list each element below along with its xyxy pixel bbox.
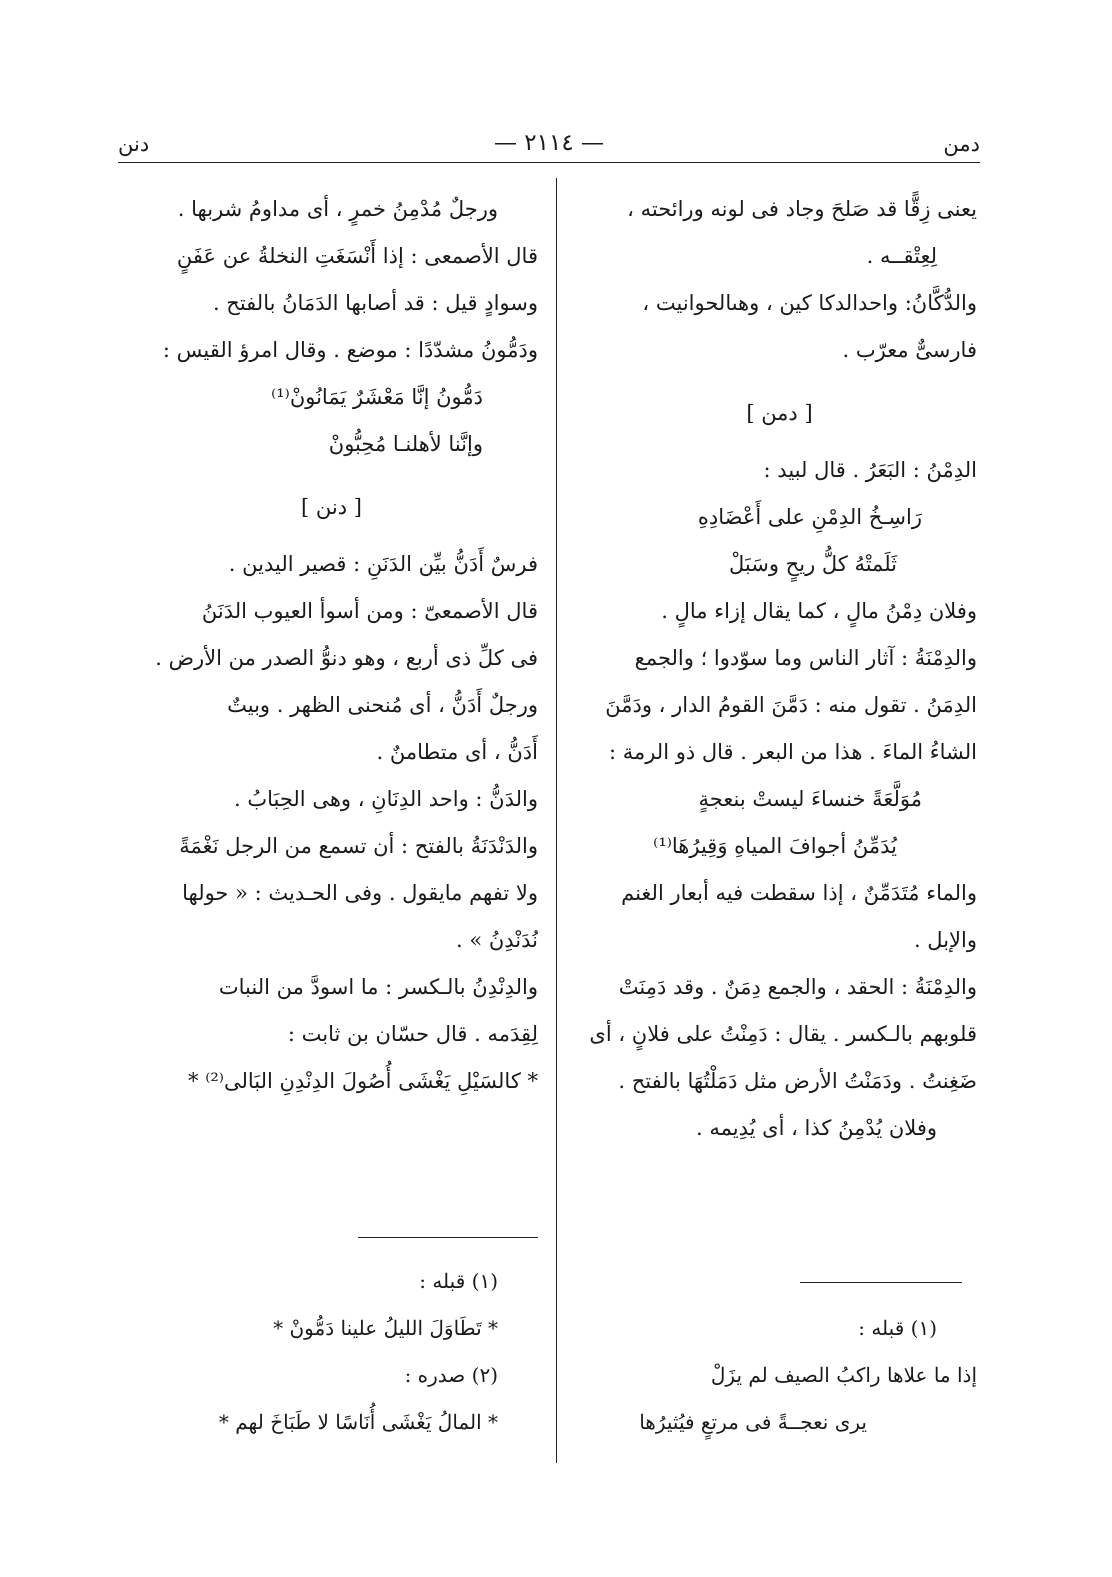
- text-line: وسوادٍ قيل : قد أصابها الدَمَانُ بالفتح .: [212, 291, 538, 315]
- footnote-line: * تَطَاوَلَ الليلُ علينا دَمُّونْ *: [273, 1316, 498, 1340]
- verse-line: وإنَّنا لأهلنـا مُحِبُّونْ: [328, 432, 483, 456]
- page-number: — ٢١١٤ —: [493, 130, 605, 156]
- text-line: الدِمْنُ : البَعَرُ . قال لبيد :: [763, 458, 977, 482]
- verse-line: رَاسِـخُ الدِمْنِ على أَعْضَادِهِ: [697, 505, 922, 529]
- verse-line: مُوَلَّعَةً خنساءَ ليستْ بنعجةٍ: [698, 787, 922, 811]
- text-line: لِعِتْقــه .: [866, 244, 937, 268]
- text-line: قال الأصمعىّ : ومن أسوأ العيوب الدَنَنُ: [201, 599, 538, 623]
- verse-line: ثَلَمتْهُ كلُّ ريحٍ وسَبَلْ: [729, 552, 897, 576]
- footnote-line: يرى نعجــةً فى مرتعٍ فيُثيرُها: [639, 1410, 867, 1434]
- text-line: وفلان دِمْنُ مالٍ ، كما يقال إزاء مالٍ .: [661, 599, 977, 623]
- text-line: ورجلٌ مُدْمِنُ خمرٍ ، أى مداومُ شربها .: [177, 197, 498, 221]
- footnote-label: (٢) صدره :: [404, 1363, 498, 1387]
- page-header: [118, 128, 980, 162]
- text-line: والدُّكَّانُ: واحدالدكا كين ، وهىالحوانيت ،: [642, 291, 977, 315]
- text-line: نُدَنْدِنُ » .: [455, 928, 538, 952]
- text-line: فرسٌ أَدَنُّ بيِّن الدَنَنِ : قصير اليدين .: [228, 552, 538, 576]
- text-line: الشاءُ الماءَ . هذا من البعر . قال ذو الرمة :: [608, 740, 977, 764]
- text-line: وفلان يُدْمِنُ كذا ، أى يُدِيمه .: [696, 1116, 937, 1140]
- text-line: والدِنْدِنُ بالـكسر : ما اسودَّ من النبات: [218, 975, 538, 999]
- text-line: والدَنْدَنَةُ بالفتح : أن تسمع من الرجل نَغْمَةً: [179, 834, 538, 858]
- text-line: ورجلٌ أَدَنُّ ، أى مُنحنى الظهر . وبيتٌ: [227, 693, 538, 717]
- section-title-dmn: [ دمن ]: [746, 401, 813, 425]
- text-line: فى كلِّ ذى أربع ، وهو دنوُّ الصدر من الأرض .: [155, 646, 538, 670]
- header-rule: [118, 162, 980, 163]
- footnotes-right: [582, 1305, 977, 1446]
- footnote-label: (١) قبله :: [858, 1316, 937, 1340]
- footnote-line: إذا ما علاها راكبُ الصيف لم يزَلْ: [710, 1363, 977, 1387]
- right-column: [582, 186, 977, 1152]
- text-line: قال الأصمعى : إذا أَنْسَغَتِ النخلةُ عن عَفَنٍ: [176, 244, 538, 268]
- guide-word-right: دمن: [943, 132, 980, 156]
- left-column: [125, 186, 538, 1105]
- text-line: والماء مُتَدَمِّنٌ ، إذا سقطت فيه أبعار الغنم: [621, 881, 977, 905]
- guide-word-left: دنن: [118, 132, 150, 156]
- text-line: يعنى زِقًّا قد صَلحَ وجاد فى لونه ورائحته ،: [627, 197, 977, 221]
- footnote-rule-left: [358, 1237, 538, 1238]
- text-line: والدَنُّ : واحد الدِنَانِ ، وهى الحِبَابُ .: [234, 787, 538, 811]
- verse-line: يُدَمِّنُ أجوافَ المياهِ وَقِيرُهَا⁽¹⁾: [653, 834, 897, 858]
- footnote-label: (١) قبله :: [419, 1269, 498, 1293]
- footnote-rule-right: [800, 1282, 962, 1283]
- text-line: أَدَنُّ ، أى متطامنٌ .: [376, 740, 538, 764]
- text-line: ضَغِنتُ . ودَمَنْتُ الأرض مثل دَمَلْتُهَا بالفتح .: [618, 1069, 977, 1093]
- text-line: فارسىٌّ معرّب .: [842, 338, 977, 362]
- text-line: والإبل .: [913, 928, 977, 952]
- text-line: ودَمُّونُ مشدّدًا : موضع . وقال امرؤ القيس :: [162, 338, 538, 362]
- text-line: قلوبهم بالـكسر . يقال : دَمِنْتُ على فلانٍ ، أى: [589, 1022, 977, 1046]
- verse-line: دَمُّونُ إنَّا مَعْشَرٌ يَمَانُونْ⁽¹⁾: [271, 385, 483, 409]
- text-line: ولا تفهم مايقول . وفى الحـديث : « حولها: [182, 881, 538, 905]
- footnotes-left: [125, 1258, 538, 1446]
- text-line: لِقِدَمه . قال حسّان بن ثابت :: [287, 1022, 538, 1046]
- text-line: الدِمَنُ . تقول منه : دَمَّنَ القومُ الدار ، ودَمَّنَ: [605, 693, 977, 717]
- verse-line: * كالسَيْلِ يَغْشَى أُصُولَ الدِنْدِنِ البَالى⁽²⁾ *: [188, 1069, 538, 1093]
- column-divider: [556, 178, 557, 1463]
- text-line: والدِمْنَةُ : آثار الناس وما سوّدوا ؛ والجمع: [634, 646, 977, 670]
- footnote-line: * المالُ يَغْشَى أُنَاسًا لا طَبَاخَ لهم *: [218, 1410, 498, 1434]
- text-line: والدِمْنَةُ : الحقد ، والجمع دِمَنٌ . وقد دَمِنَتْ: [618, 975, 977, 999]
- section-title-dnn: [ دنن ]: [301, 495, 362, 519]
